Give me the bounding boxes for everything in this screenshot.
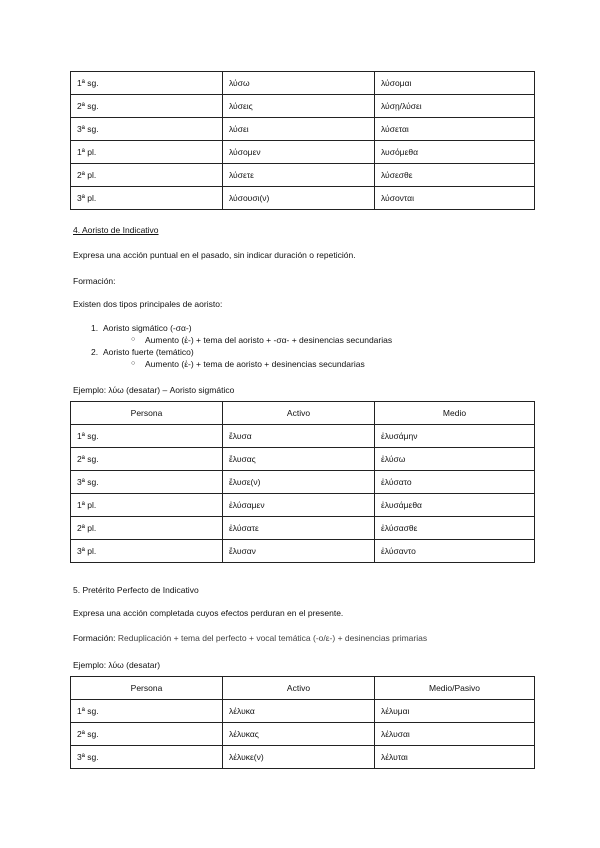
table-row [71,700,535,723]
column-header: Activo [223,677,375,700]
table-header-row [71,677,535,700]
table-cell: 2ª pl. [71,517,223,540]
section-5-example: Ejemplo: λύω (desatar) [73,660,161,670]
list-item: 2. Aoristo fuerte (temático) [91,347,194,357]
section-4-intro: Existen dos tipos principales de aoristo: [73,299,223,309]
list-item: 1. Aoristo sigmático (-σα-) [91,323,192,333]
table-cell: ἐλύσατε [223,517,375,540]
table-cell: λύσομαι [375,72,535,95]
table-cell: 2ª sg. [71,448,223,471]
table-cell: λέλυκα [223,700,375,723]
section-5-description: Expresa una acción completada cuyos efectos perduran en el presente. [73,608,344,618]
table-cell: 1ª pl. [71,141,223,164]
section-4-description: Expresa una acción puntual en el pasado, sin indicar duración o repetición. [73,250,356,260]
table-row [71,746,535,769]
table-row [71,141,535,164]
table-row [71,517,535,540]
table-cell: ἔλυσαν [223,540,375,563]
table-cell: ἐλύσαντο [375,540,535,563]
table-row [71,723,535,746]
circle-bullet-icon: ○ [131,360,136,367]
table-cell: 3ª pl. [71,540,223,563]
table-cell: ἔλυσε(ν) [223,471,375,494]
table-cell: 2ª sg. [71,95,223,118]
table-cell: 2ª sg. [71,723,223,746]
table-cell: ἐλυσάμεθα [375,494,535,517]
table-cell: λυσόμεθα [375,141,535,164]
table-row [71,425,535,448]
table-cell: 1ª pl. [71,494,223,517]
table-row [71,118,535,141]
column-header: Activo [223,402,375,425]
column-header: Persona [71,402,223,425]
section-4-heading: 4. Aoristo de Indicativo [73,225,159,235]
table-row [71,95,535,118]
table-cell: λύσομεν [223,141,375,164]
table-cell: λύσει [223,118,375,141]
list-item: ○ Aumento (ἐ-) + tema de aoristo + desinencias secundarias [131,359,365,369]
table-row [71,448,535,471]
section-4-formation-label: Formación: [73,276,116,286]
table-row [71,72,535,95]
perfect-table [70,676,535,769]
aorist-table [70,401,535,563]
table-cell: 1ª sg. [71,72,223,95]
table-cell: λύσουσι(ν) [223,187,375,210]
table-cell: λέλυκας [223,723,375,746]
table-cell: λύσεις [223,95,375,118]
table-cell: λέλυται [375,746,535,769]
present-table [70,71,535,210]
table-row [71,187,535,210]
list-item: ○ Aumento (ἐ-) + tema del aoristo + -σα- + desinencias secundarias [131,335,393,345]
column-header: Medio [375,402,535,425]
table-cell: 3ª sg. [71,746,223,769]
table-cell: λύσεται [375,118,535,141]
table-cell: λέλυμαι [375,700,535,723]
table-cell: λύσονται [375,187,535,210]
table-header-row [71,402,535,425]
table-cell: λύσω [223,72,375,95]
table-cell: λέλυκε(ν) [223,746,375,769]
table-cell: ἔλυσα [223,425,375,448]
table-cell: 1ª sg. [71,700,223,723]
section-5-heading: 5. Pretérito Perfecto de Indicativo [73,585,199,595]
table-cell: λέλυσαι [375,723,535,746]
circle-bullet-icon: ○ [131,336,136,343]
table-cell: ἔλυσας [223,448,375,471]
table-cell: λύσῃ/λύσει [375,95,535,118]
table-cell: ἐλύσω [375,448,535,471]
column-header: Persona [71,677,223,700]
column-header: Medio/Pasivo [375,677,535,700]
section-4-example: Ejemplo: λύω (desatar) – Aoristo sigmático [73,385,235,395]
aorist-types-list [73,322,392,370]
table-cell: ἐλύσαμεν [223,494,375,517]
table-cell: ἐλυσάμην [375,425,535,448]
table-cell: 3ª sg. [71,471,223,494]
table-cell: λύσεσθε [375,164,535,187]
table-row [71,494,535,517]
section-5-formation: Formación: Reduplicación + tema del perfecto + vocal temática (-ο/ε-) + desinencias primarias [73,633,428,643]
table-row [71,471,535,494]
table-cell: 3ª pl. [71,187,223,210]
table-cell: 2ª pl. [71,164,223,187]
table-cell: ἐλύσασθε [375,517,535,540]
table-cell: 3ª sg. [71,118,223,141]
table-cell: ἐλύσατο [375,471,535,494]
table-cell: 1ª sg. [71,425,223,448]
table-row [71,540,535,563]
table-cell: λύσετε [223,164,375,187]
table-row [71,164,535,187]
